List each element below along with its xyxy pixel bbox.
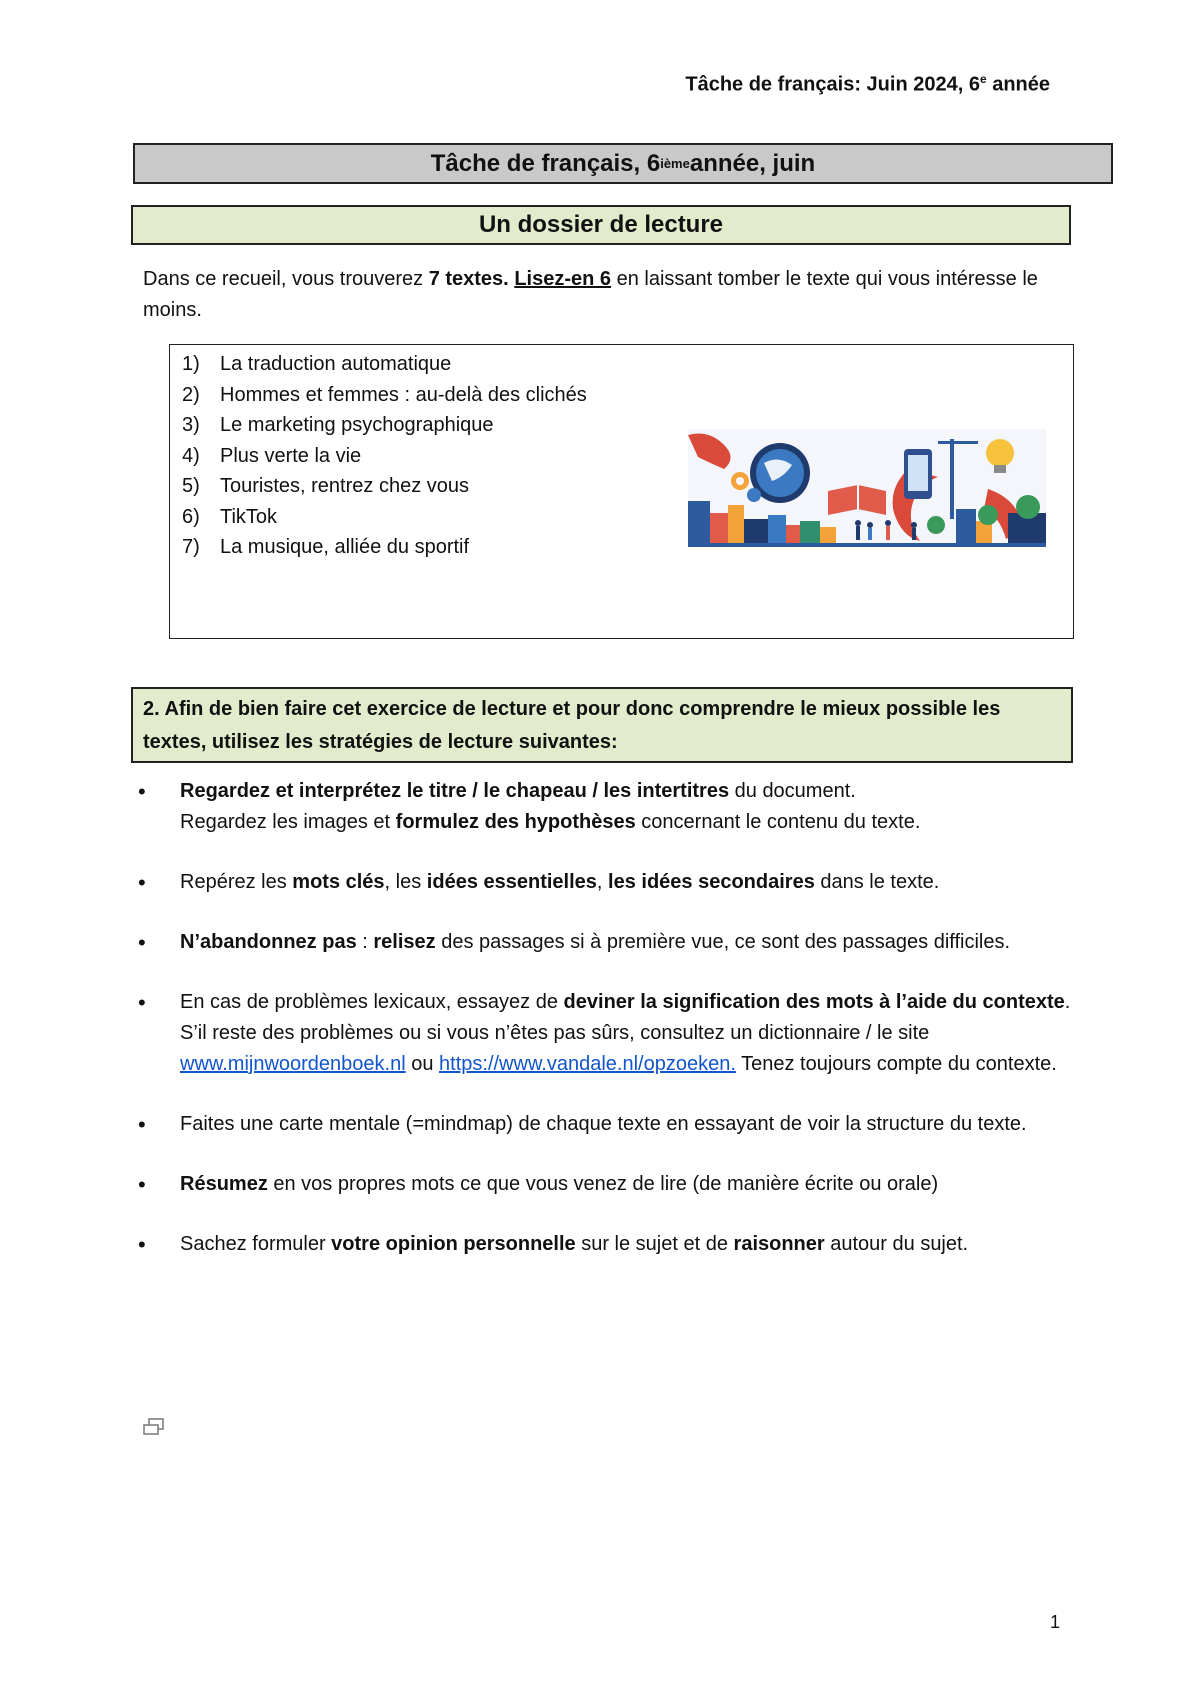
- text: , les: [384, 871, 427, 893]
- dictionary-link-mijnwoordenboek[interactable]: www.mijnwoordenboek.nl: [180, 1053, 406, 1075]
- list-item-label: La traduction automatique: [220, 353, 452, 375]
- intro-underlined: Lisez-en 6: [514, 268, 612, 290]
- list-item-label: La musique, alliée du sportif: [220, 536, 470, 558]
- bullet-dot-icon: •: [138, 1232, 146, 1257]
- list-item-number: 1): [182, 353, 200, 375]
- list-item: [182, 410, 587, 441]
- list-item-number: 5): [182, 475, 200, 497]
- title-sup: ième: [660, 156, 690, 171]
- list-item: [138, 1229, 1078, 1260]
- list-item: [138, 1169, 1078, 1200]
- list-item-number: 2): [182, 383, 200, 406]
- text: sur le sujet et de: [575, 1233, 734, 1255]
- text: Tenez toujours compte du contexte.: [735, 1053, 1057, 1075]
- title-text: Tâche de français, 6: [430, 149, 661, 177]
- bullet-text: [180, 987, 1078, 1080]
- text: autour du sujet.: [824, 1233, 969, 1255]
- bullet-text: [180, 927, 1078, 958]
- text: Repérez les: [180, 871, 293, 893]
- intro-bold: 7 textes.: [428, 268, 509, 290]
- list-item-label: TikTok: [220, 505, 278, 528]
- texts-list-box: [169, 344, 1074, 639]
- text: en vos propres mots ce que vous venez de lire (de manière écrite ou orale): [267, 1173, 939, 1195]
- bullet-text: [180, 1229, 1078, 1260]
- text: concernant le contenu du texte.: [635, 811, 921, 833]
- bold-text: les idées secondaires: [608, 871, 815, 893]
- bullet-dot-icon: •: [138, 1172, 146, 1197]
- list-item-label: Touristes, rentrez chez vous: [220, 475, 469, 497]
- bullet-text: [180, 776, 1078, 838]
- intro-part2: en laissant tomber le texte qui vous intéresse le moins.: [143, 268, 1038, 321]
- dictionary-link-vandale[interactable]: https://www.vandale.nl/opzoeken.: [439, 1053, 736, 1075]
- bold-text: formulez des hypothèses: [395, 811, 636, 833]
- bold-text: deviner la signification des mots à l’aide du contexte: [563, 991, 1065, 1013]
- document-subtitle: Un dossier de lecture: [131, 205, 1071, 245]
- header-sup: e: [979, 72, 987, 86]
- list-item: [182, 532, 587, 563]
- list-item-label: Le marketing psychographique: [220, 414, 494, 436]
- list-item: [182, 349, 587, 380]
- text: du document.: [729, 780, 856, 802]
- bold-text: Résumez: [180, 1173, 268, 1195]
- text: ,: [596, 871, 609, 893]
- topics-illustration: [688, 429, 1046, 547]
- title-suffix: année, juin: [689, 149, 816, 177]
- list-item-label: Hommes et femmes : au-delà des clichés: [220, 383, 587, 406]
- bold-text: votre opinion personnelle: [331, 1233, 576, 1255]
- list-item: [138, 1109, 1078, 1140]
- text: dans le texte.: [814, 871, 940, 893]
- bullet-dot-icon: •: [138, 990, 146, 1015]
- document-title: [133, 143, 1113, 184]
- text: En cas de problèmes lexicaux, essayez de: [180, 991, 564, 1013]
- bold-text: relisez: [373, 931, 436, 953]
- list-item: [182, 471, 587, 502]
- list-item: [138, 776, 1078, 838]
- bold-text: raisonner: [733, 1233, 825, 1255]
- list-item: [138, 927, 1078, 958]
- list-item-number: 6): [182, 505, 200, 528]
- page-header: [685, 72, 1050, 97]
- bullet-dot-icon: •: [138, 930, 146, 955]
- text: Regardez les images et: [180, 811, 396, 833]
- bold-text: N’abandonnez pas: [180, 931, 357, 953]
- header-text: Tâche de français: Juin 2024, 6: [685, 73, 980, 96]
- bullet-text: [180, 1169, 1078, 1200]
- bullet-text: [180, 867, 1078, 898]
- intro-paragraph: [143, 264, 1043, 326]
- bold-text: idées essentielles: [426, 871, 597, 893]
- section-2-heading: 2. Afin de bien faire cet exercice de lecture et pour donc comprendre le mieux possible les textes, utilisez les stratégies de lecture suivantes:: [131, 687, 1073, 763]
- list-item: [182, 502, 587, 533]
- list-item: [182, 380, 587, 411]
- bold-text: Regardez et interprétez le titre / le chapeau / les intertitres: [180, 780, 730, 802]
- text: des passages si à première vue, ce sont des passages difficiles.: [435, 931, 1011, 953]
- list-item-label: Plus verte la vie: [220, 444, 362, 467]
- bold-text: mots clés: [292, 871, 385, 893]
- header-suffix: année: [986, 73, 1050, 96]
- bullet-text: [180, 1109, 1078, 1140]
- intro-part1: Dans ce recueil, vous trouverez: [143, 268, 429, 290]
- list-item-number: 4): [182, 444, 200, 467]
- bullet-dot-icon: •: [138, 779, 146, 804]
- comment-anchor-icon[interactable]: [143, 1418, 165, 1436]
- text: . S’il reste des problèmes ou si vous n’êtes pas sûrs, consultez un dictionnaire / le site: [180, 991, 1071, 1044]
- bullet-dot-icon: •: [138, 1112, 146, 1137]
- list-item-number: 3): [182, 414, 200, 436]
- page-number: 1: [1049, 1612, 1060, 1632]
- strategies-list: [138, 776, 1078, 1289]
- bullet-dot-icon: •: [138, 870, 146, 895]
- list-item: [138, 867, 1078, 898]
- list-item-number: 7): [182, 536, 200, 558]
- list-item: [138, 987, 1078, 1080]
- text: :: [356, 931, 374, 953]
- text: Faites une carte mentale (=mindmap) de chaque texte en essayant de voir la structure du texte.: [180, 1113, 1027, 1135]
- texts-list: [182, 349, 587, 563]
- text: Sachez formuler: [180, 1233, 332, 1255]
- list-item: [182, 441, 587, 472]
- text: ou: [405, 1053, 440, 1075]
